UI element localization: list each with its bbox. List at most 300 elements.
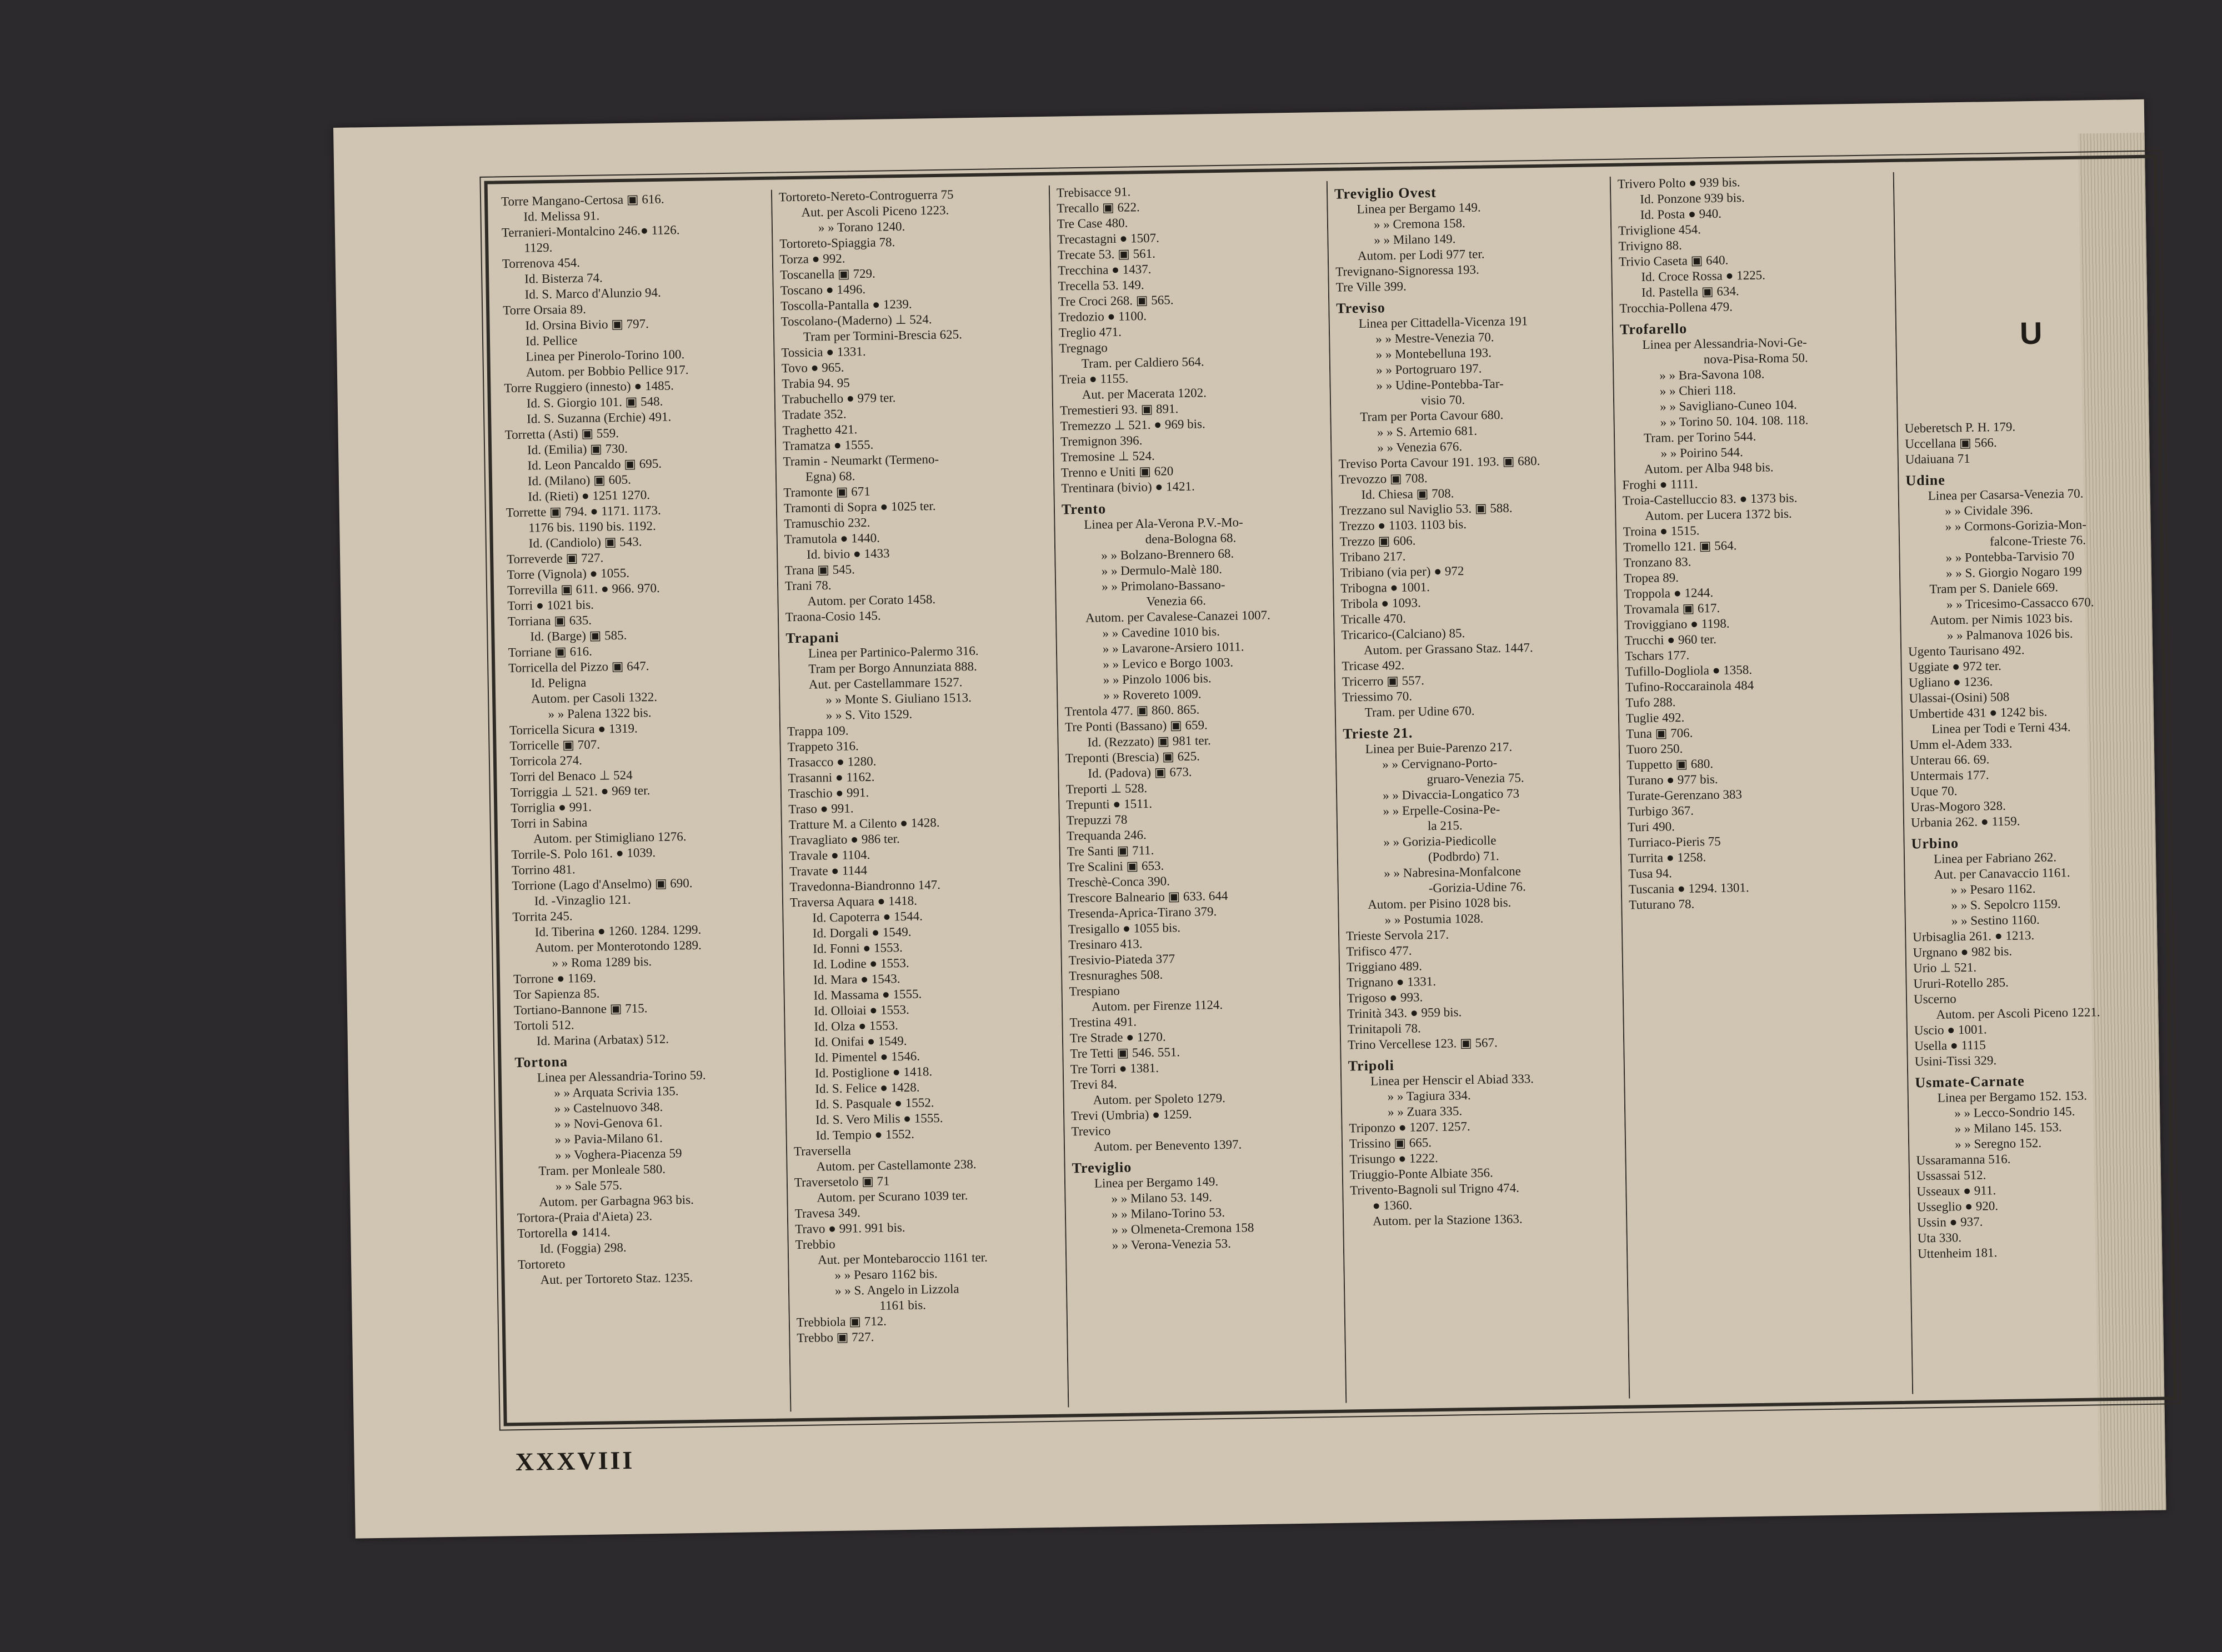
index-entry: Triviglione 454. [1618,222,1701,238]
index-entry: Treglio 471. [1058,324,1122,340]
index-entry: » » Tricesimo-Cassacco 670. [1946,595,2094,612]
index-entry: Tram per Porta Cavour 680. [1360,407,1504,424]
index-entry: Trivento-Bagnoli sul Trigno 474. [1350,1180,1520,1198]
index-entry: Traona-Cosio 145. [785,608,881,624]
index-entry: Torrino 481. [511,862,575,878]
index-entry: Tram. per Udine 670. [1364,703,1475,719]
index-entry: Trevi 84. [1070,1077,1117,1092]
index-entry: Tortoreto-Nereto-Controguerra 75 [778,187,954,204]
column-5 [1610,172,1909,1399]
index-entry: Tusa 94. [1628,866,1672,881]
index-entry: » » Lavarone-Arsiero 1011. [1102,639,1244,656]
page-number: XXXVIII [515,1445,635,1476]
index-entry: » » Poirino 544. [1660,445,1743,460]
index-entry: Trespiano [1069,983,1120,999]
index-entry: Id. Fonni ● 1553. [813,940,903,956]
index-entry: Id. Pastella ▣ 634. [1641,284,1739,300]
index-entry: » » Rovereto 1009. [1103,687,1202,703]
index-entry: Trepunti ● 1511. [1066,796,1153,812]
index-entry: Id. (Barge) ▣ 585. [530,628,627,644]
index-entry: Linea per Cittadella-Vicenza 191 [1358,314,1528,331]
index-entry: Trinitapoli 78. [1347,1021,1421,1037]
index-entry: Trabuchello ● 979 ter. [782,391,896,407]
index-entry: Travo ● 991. 991 bis. [795,1220,905,1237]
index-entry: Tre Santi ▣ 711. [1067,843,1154,859]
index-entry: Tuturano 78. [1629,897,1695,912]
index-entry: Ussassai 512. [1916,1168,1986,1183]
index-entry: » » Tagiura 334. [1387,1088,1471,1104]
index-entry: Tronzano 83. [1623,554,1691,570]
index-entry: Tortorella ● 1414. [517,1225,610,1241]
index-entry: Tschars 177. [1625,648,1690,663]
index-entry: Torriana ▣ 635. [507,613,592,629]
index-entry: Travagliato ● 986 ter. [789,832,900,848]
index-entry: Umm el-Adem 333. [1909,736,2013,752]
index-entry: Tram. per Monleale 580. [538,1162,666,1178]
index-entry: Trecella 53. 149. [1058,278,1144,293]
index-entry: Autom. per Firenze 1124. [1091,998,1223,1014]
index-entry: Turrita ● 1258. [1628,850,1706,865]
index-entry: Uttenheim 181. [1917,1245,1998,1261]
index-entry: Trieste Servola 217. [1345,927,1449,943]
index-entry: Tre Torri ● 1381. [1070,1060,1159,1077]
index-entry: Linea per Ala-Verona P.V.-Mo- [1084,515,1243,532]
index-entry: Autom. per Cavalese-Canazei 1007. [1085,608,1270,625]
index-entry: Autom. per la Stazione 1363. [1372,1212,1523,1228]
index-entry: Tremignon 396. [1060,433,1143,449]
section-letter: U [2019,315,2043,351]
index-entry: Linea per Todi e Terni 434. [1931,720,2071,736]
index-entry: » » Pesaro 1162. [1950,882,2036,897]
index-entry: Torrenova 454. [502,256,580,271]
index-entry: Tresnuraghes 508. [1068,967,1163,983]
index-entry: Treporti ⊥ 528. [1065,781,1148,797]
index-entry: Uras-Mogoro 328. [1910,798,2006,814]
index-entry: Linea per Bergamo 149. [1094,1174,1219,1190]
index-entry: » » Postumia 1028. [1384,911,1484,927]
index-entry: Id. Dorgali ● 1549. [812,924,912,940]
index-entry: » » S. Vito 1529. [825,707,913,723]
index-entry: Autom. per Nimis 1023 bis. [1930,610,2073,627]
index-entry: Treviso Porta Cavour 191. 193. ▣ 680. [1338,453,1540,471]
index-entry: Tricarico-(Calciano) 85. [1341,626,1465,642]
index-entry: Turate-Gerenzano 383 [1627,787,1743,803]
index-entry: Torre Ruggiero (innesto) ● 1485. [504,378,674,396]
index-entry: Trisungo ● 1222. [1349,1150,1438,1167]
index-entry: Autom. per Ascoli Piceno 1221. [1936,1005,2100,1022]
index-entry: Id. Chiesa ▣ 708. [1361,486,1454,502]
city-heading: Trofarello [1619,320,1688,338]
index-entry: » » Cavedine 1010 bis. [1102,624,1220,640]
index-entry: Tricerro ▣ 557. [1342,673,1425,689]
index-entry: » » S. Artemio 681. [1377,423,1478,439]
index-entry: Id. (Rezzato) ▣ 981 ter. [1087,733,1211,749]
index-entry: Ulassai-(Osini) 508 [1909,689,2010,705]
index-entry: Id. S. Pasquale ● 1552. [815,1095,934,1112]
index-entry: Tre Ville 399. [1335,279,1407,294]
index-entry: Linea per Partinico-Palermo 316. [808,643,979,660]
index-entry: Aut. per Montebaroccio 1161 ter. [817,1250,988,1267]
index-entry: » » Savigliano-Cuneo 104. [1659,397,1797,414]
index-entry: Usella ● 1115 [1914,1038,1986,1053]
index-entry: » » Dermulo-Malè 180. [1101,562,1223,578]
index-entry: Turano ● 977 bis. [1627,772,1718,788]
index-entry: Triessimo 70. [1342,689,1413,704]
index-entry: Tramonti di Sopra ● 1025 ter. [783,499,936,515]
index-entry: Traso ● 991. [788,801,854,817]
index-entry: Trovamala ▣ 617. [1624,600,1720,617]
index-entry: (Podbrdo) 71. [1428,849,1499,864]
index-entry: Autom. per Stimigliano 1276. [533,829,687,846]
index-entry: Uggiate ● 972 ter. [1908,658,2001,674]
index-entry: » » Milano 145. 153. [1954,1120,2062,1136]
index-entry: Trestina 491. [1069,1014,1137,1030]
index-entry: Id. S. Marco d'Alunzio 94. [524,285,661,302]
index-entry: Tuoro 250. [1626,741,1683,757]
index-entry: Linea per Bergamo 152. 153. [1937,1088,2088,1105]
index-entry: Uque 70. [1910,784,1958,799]
index-entry: Id. bivio ● 1433 [806,546,890,562]
index-entry: Tossicia ● 1331. [781,344,866,360]
index-entry: Autom. per Benevento 1397. [1093,1137,1242,1154]
index-entry: Autom. per Alba 948 bis. [1644,460,1774,477]
index-entry: 1161 bis. [879,1298,927,1313]
city-heading: Trieste 21. [1343,724,1413,742]
index-entry: Tre Case 480. [1057,216,1128,231]
index-entry: Urbania 262. ● 1159. [1910,814,2020,830]
index-entry: Tribogna ● 1001. [1340,580,1430,595]
index-entry: Tramatza ● 1555. [782,437,874,453]
index-entry: Trevozzo ▣ 708. [1338,471,1428,487]
index-entry: Tuscania ● 1294. 1301. [1628,880,1749,897]
index-entry: Travale ● 1104. [789,847,870,863]
index-entry: Linea per Alessandria-Novi-Ge- [1642,335,1807,352]
index-entry: Trevico [1071,1124,1111,1139]
index-entry: Id. Leon Pancaldo ▣ 695. [527,456,662,473]
city-heading: Tripoli [1348,1057,1395,1074]
index-entry: Egna) 68. [805,469,855,484]
index-entry: Id. S. Suzanna (Erchie) 491. [527,409,672,426]
index-entry: » » Pesaro 1162 bis. [834,1266,938,1283]
index-entry: Id. Bisterza 74. [524,271,603,286]
index-entry: » » Roma 1289 bis. [552,954,652,970]
city-heading: Tortona [514,1053,568,1071]
index-entry: 1129. [524,240,553,255]
index-entry: Tramonte ▣ 671 [783,484,870,500]
index-entry: Autom. per Casoli 1322. [531,689,658,706]
index-entry: Id. Capoterra ● 1544. [812,909,923,925]
index-entry: » » S. Giorgio Nogaro 199 [1945,564,2083,580]
index-entry: Uscio ● 1001. [1914,1022,1987,1038]
index-entry: Tramuschio 232. [784,515,870,531]
city-heading: Treviso [1336,299,1385,317]
index-entry: Trescore Balneario ▣ 633. 644 [1067,888,1228,905]
index-entry: Id. (Milano) ▣ 605. [527,472,632,488]
index-entry: nova-Pisa-Roma 50. [1703,351,1808,367]
index-entry: Trivigno 88. [1618,238,1683,253]
index-entry: Treschè-Conca 390. [1067,874,1170,890]
index-entry: Id. S. Vero Milis ● 1555. [815,1110,943,1127]
index-entry: dena-Bologna 68. [1145,530,1237,547]
index-entry: Trino Vercellese 123. ▣ 567. [1347,1035,1498,1052]
index-entry: Trocchia-Pollena 479. [1619,299,1733,316]
index-entry: Id. Orsina Bivio ▣ 797. [525,317,649,333]
index-entry: Autom. per Pisino 1028 bis. [1367,895,1512,912]
index-entry: Torri ● 1021 bis. [507,597,594,613]
index-entry: Id. Massama ● 1555. [813,987,922,1003]
index-entry: Trezzo ▣ 606. [1339,533,1416,549]
index-entry: Traversa Aquara ● 1418. [789,893,918,910]
index-entry: Urbisaglia 261. ● 1213. [1913,928,2035,944]
index-entry: Trebisacce 91. [1056,184,1131,200]
index-entry: Ugliano ● 1236. [1908,674,1993,690]
index-entry: » » Novi-Genova 61. [554,1115,663,1131]
index-entry: Id. S. Giorgio 101. ▣ 548. [526,394,663,411]
index-entry: Aut. per Canavaccio 1161. [1934,865,2070,882]
index-entry: Trenno e Uniti ▣ 620 [1060,464,1174,480]
index-entry: » » Cormons-Gorizia-Mon- [1945,517,2087,534]
index-entry: Turbigo 367. [1627,803,1694,819]
index-entry: Trivero Polto ● 939 bis. [1617,175,1740,191]
index-entry: Tresivio-Piateda 377 [1068,952,1175,968]
index-entry: Tufino-Roccarainola 484 [1625,678,1754,694]
index-entry: » » Arquata Scrivia 135. [554,1084,679,1100]
index-entry: Id. (Rieti) ● 1251 1270. [528,488,650,504]
index-entry: Autom. per Corato 1458. [807,592,936,608]
index-entry: Trissino ▣ 665. [1349,1135,1432,1151]
index-entry: Traversetolo ▣ 71 [794,1174,890,1190]
index-entry: Autom. per Scurano 1039 ter. [817,1188,968,1205]
index-entry: Tre Scalini ▣ 653. [1067,858,1164,874]
index-entry: Tuglie 492. [1625,710,1685,725]
index-entry: Tram. per Torino 544. [1643,429,1756,445]
index-entry: Linea per Bergamo 149. [1357,200,1481,217]
index-entry: Tram per Tormini-Brescia 625. [803,327,963,344]
index-entry: falcone-Trieste 76. [1989,533,2086,549]
index-entry: Torri in Sabina [511,815,588,831]
index-entry: Trani 78. [784,578,832,593]
index-entry: Tortoli 512. [514,1018,574,1033]
index-entry: Trecchina ● 1437. [1058,262,1152,278]
index-entry: Toscano ● 1496. [780,282,866,298]
index-entry: Trezzano sul Naviglio 53. ▣ 588. [1339,500,1513,518]
index-entry: Trinità 343. ● 959 bis. [1347,1005,1462,1021]
index-entry: » » Torino 50. 104. 108. 118. [1660,413,1809,429]
index-entry: Torrione (Lago d'Anselmo) ▣ 690. [512,876,693,893]
index-entry: Treia ● 1155. [1059,371,1129,387]
index-entry: Tufo 288. [1625,695,1676,710]
index-entry: » » Mestre-Venezia 70. [1375,330,1494,346]
index-entry: » » Seregno 152. [1954,1135,2042,1152]
index-entry: Udaiuana 71 [1905,451,1970,467]
index-entry: Trecate 53. ▣ 561. [1057,246,1156,262]
index-entry: » » Castelnuovo 348. [554,1099,663,1115]
index-entry: Tortora-(Praia d'Aieta) 23. [517,1209,653,1225]
index-entry: Travedonna-Biandronno 147. [789,878,941,894]
index-entry: Tram. per Caldiero 564. [1081,354,1204,371]
index-entry: Torreverde ▣ 727. [507,550,604,567]
index-entry: Tram per Borgo Annunziata 888. [808,659,978,676]
index-entry: Torre Mangano-Certosa ▣ 616. [501,192,664,209]
index-entry: Tor Sapienza 85. [513,986,600,1002]
index-entry: Torre (Vignola) ● 1055. [507,565,630,582]
index-entry: Turi 490. [1627,819,1675,834]
index-entry: Tregnago [1059,341,1108,356]
index-entry: Trebbiola ▣ 712. [796,1314,887,1330]
index-entry: Id. (Foggia) 298. [539,1240,627,1256]
index-entry: -Gorizia-Udine 76. [1428,879,1526,895]
index-entry: Tremestieri 93. ▣ 891. [1059,402,1179,418]
index-entry: Aut. per Ascoli Piceno 1223. [801,203,949,219]
index-entry: » » Cividale 396. [1944,503,2033,518]
index-entry: Id. Olloiai ● 1553. [813,1002,909,1018]
index-entry: Trevi (Umbria) ● 1259. [1070,1107,1192,1123]
index-entry: » » Divaccia-Longatico 73 [1382,786,1520,803]
index-entry: » » Milano 149. [1374,232,1456,247]
index-entry: Torricola 274. [509,753,583,769]
index-entry: Tre Tetti ▣ 546. 551. [1070,1045,1180,1061]
index-entry: Tremosine ⊥ 524. [1060,448,1155,464]
index-entry: Autom. per Monterotondo 1289. [535,938,702,955]
index-entry: Trasacco ● 1280. [787,754,877,770]
index-entry: Torriglia ● 991. [511,799,592,815]
city-heading: Treviglio [1072,1159,1132,1177]
index-entry: Tribiano (via per) ● 972 [1340,564,1464,580]
index-entry: Torriggia ⊥ 521. ● 969 ter. [510,783,650,800]
index-entry: Torrevilla ▣ 611. ● 966. 970. [507,580,660,598]
index-entry: Torri del Benaco ⊥ 524 [510,768,633,784]
index-entry: Usini-Tissi 329. [1914,1053,1997,1069]
index-entry: Urio ⊥ 521. [1913,960,1977,975]
index-entry: Triponzo ● 1207. 1257. [1349,1119,1470,1135]
index-entry: Tuppetto ▣ 680. [1627,757,1714,772]
index-entry: Torricella del Pizzo ▣ 647. [508,659,649,675]
index-entry: Id. Melissa 91. [523,208,600,224]
index-entry: » » Milano 53. 149. [1111,1190,1213,1206]
index-frame [484,154,2177,1426]
index-entry: Venezia 66. [1146,593,1207,609]
index-entry: Tuna ▣ 706. [1626,725,1693,741]
index-entry: » » Olmeneta-Cremona 158 [1112,1220,1254,1237]
index-entry: Torriane ▣ 616. [508,644,593,660]
index-entry: Tortiano-Bannone ▣ 715. [513,1001,648,1018]
index-entry: Tovo ● 965. [781,360,844,376]
index-entry: Id. Marina (Arbatax) 512. [536,1032,669,1048]
column-2 [771,186,1064,1411]
index-entry: Autom. per Castellamonte 238. [816,1157,977,1174]
index-entry: Id. (Padova) ▣ 673. [1088,764,1192,780]
index-entry: Tramutola ● 1440. [784,530,880,547]
index-entry: Ugento Taurisano 492. [1908,643,2025,659]
index-entry: la 215. [1427,818,1463,833]
index-entry: Triggiano 489. [1346,959,1423,974]
index-entry: » » Voghera-Piacenza 59 [554,1146,682,1162]
index-entry: Ururi-Rotello 285. [1913,975,2009,991]
index-entry: Linea per Henscir el Abiad 333. [1370,1072,1534,1088]
index-entry: Autom. per Bobbio Pellice 917. [526,363,689,379]
index-entry: Traversella [793,1143,851,1159]
index-entry: » » Nabresina-Monfalcone [1384,864,1522,880]
index-entry: Trequanda 246. [1066,828,1147,843]
index-entry: Froghi ● 1111. [1622,477,1698,492]
index-entry: Id. Peligna [531,675,587,690]
index-entry: Autom. per Spoleto 1279. [1093,1090,1226,1107]
index-entry: Tresigallo ● 1055 bis. [1068,920,1181,937]
index-entry: Torre Orsaia 89. [503,302,587,318]
column-3 [1049,181,1342,1407]
index-entry: Autom. per Lodi 977 ter. [1357,247,1485,263]
index-entry: Id. Mara ● 1543. [813,972,900,987]
index-entry: Troviggiano ● 1198. [1624,616,1730,632]
index-entry: Usseaux ● 911. [1916,1183,1996,1199]
index-entry: » » Primolano-Bassano- [1101,577,1225,594]
index-entry: Unterau 66. 69. [1910,752,1990,768]
index-entry: » » Udine-Pontebba-Tar- [1376,376,1504,393]
index-entry: Tricalle 470. [1340,611,1407,627]
index-entry: gruaro-Venezia 75. [1427,770,1524,787]
city-heading: Udine [1905,472,1946,489]
index-entry: » » Verona-Venezia 53. [1112,1236,1232,1253]
index-entry: Toscolla-Pantalla ● 1239. [780,297,912,313]
index-entry: Tremezzo ⊥ 521. ● 969 bis. [1060,417,1205,433]
city-heading: Trento [1061,500,1107,518]
index-entry: Autom. per Lucera 1372 bis. [1645,506,1792,523]
index-entry: Id. S. Felice ● 1428. [815,1080,920,1096]
index-entry: Id. Olza ● 1553. [814,1018,898,1034]
column-6 [1893,168,2175,1394]
index-entry: » » Cervignano-Porto- [1382,755,1498,772]
city-heading: Usmate-Carnate [1915,1073,2025,1091]
city-heading: Urbino [1911,835,1959,852]
index-entry: Tre Ponti (Bassano) ▣ 659. [1064,718,1208,734]
index-entry: Tre Strade ● 1270. [1069,1029,1166,1045]
index-entry: Usseglio ● 920. [1916,1199,1999,1214]
index-entry: Tradate 352. [782,407,847,422]
index-entry: Triuggio-Ponte Albiate 356. [1349,1165,1493,1182]
index-entry: Trucchi ● 960 ter. [1624,632,1717,648]
index-entry: Torretta (Asti) ▣ 559. [504,425,619,442]
index-entry: Id. Lodine ● 1553. [813,955,909,972]
index-entry: Uscerno [1913,992,1956,1007]
index-entry: Id. Postiglione ● 1418. [814,1064,933,1080]
index-entry: Traghetto 421. [782,422,858,438]
index-entry: Turriaco-Pieris 75 [1628,834,1721,850]
index-entry: » » Cremona 158. [1373,216,1465,232]
index-entry: » » Monte S. Giuliano 1513. [825,690,972,707]
index-entry: Troia-Castelluccio 83. ● 1373 bis. [1622,490,1798,508]
index-entry: visio 70. [1420,393,1465,408]
index-entry: Tufillo-Dogliola ● 1358. [1625,663,1753,679]
index-entry: Torricella Sicura ● 1319. [509,721,638,738]
index-entry: Tratture M. a Cilento ● 1428. [788,815,940,832]
index-entry: » » Torano 1240. [818,219,905,235]
index-entry: Id. Ponzone 939 bis. [1640,191,1745,207]
index-entry: Ueberetsch P. H. 179. [1904,419,2016,435]
column-4 [1327,177,1625,1403]
index-entry: Tortoreto-Spiaggia 78. [779,235,895,251]
index-entry: Umbertide 431 ● 1242 bis. [1909,704,2048,721]
index-entry: Linea per Fabriano 262. [1933,850,2057,866]
index-entry: Trecastagni ● 1507. [1057,231,1160,247]
index-entry: » » Venezia 676. [1377,439,1463,455]
index-entry: Trappeto 316. [787,739,859,754]
index-entry: Id. (Candiolo) ▣ 543. [528,534,642,550]
index-entry: Trignano ● 1331. [1347,974,1437,990]
index-entry: » » S. Sepolcro 1159. [1951,897,2061,913]
index-entry: Terranieri-Montalcino 246.● 1126. [501,223,680,240]
index-entry: Trebbo ▣ 727. [797,1329,874,1345]
index-entry: Torrita 245. [512,909,573,924]
